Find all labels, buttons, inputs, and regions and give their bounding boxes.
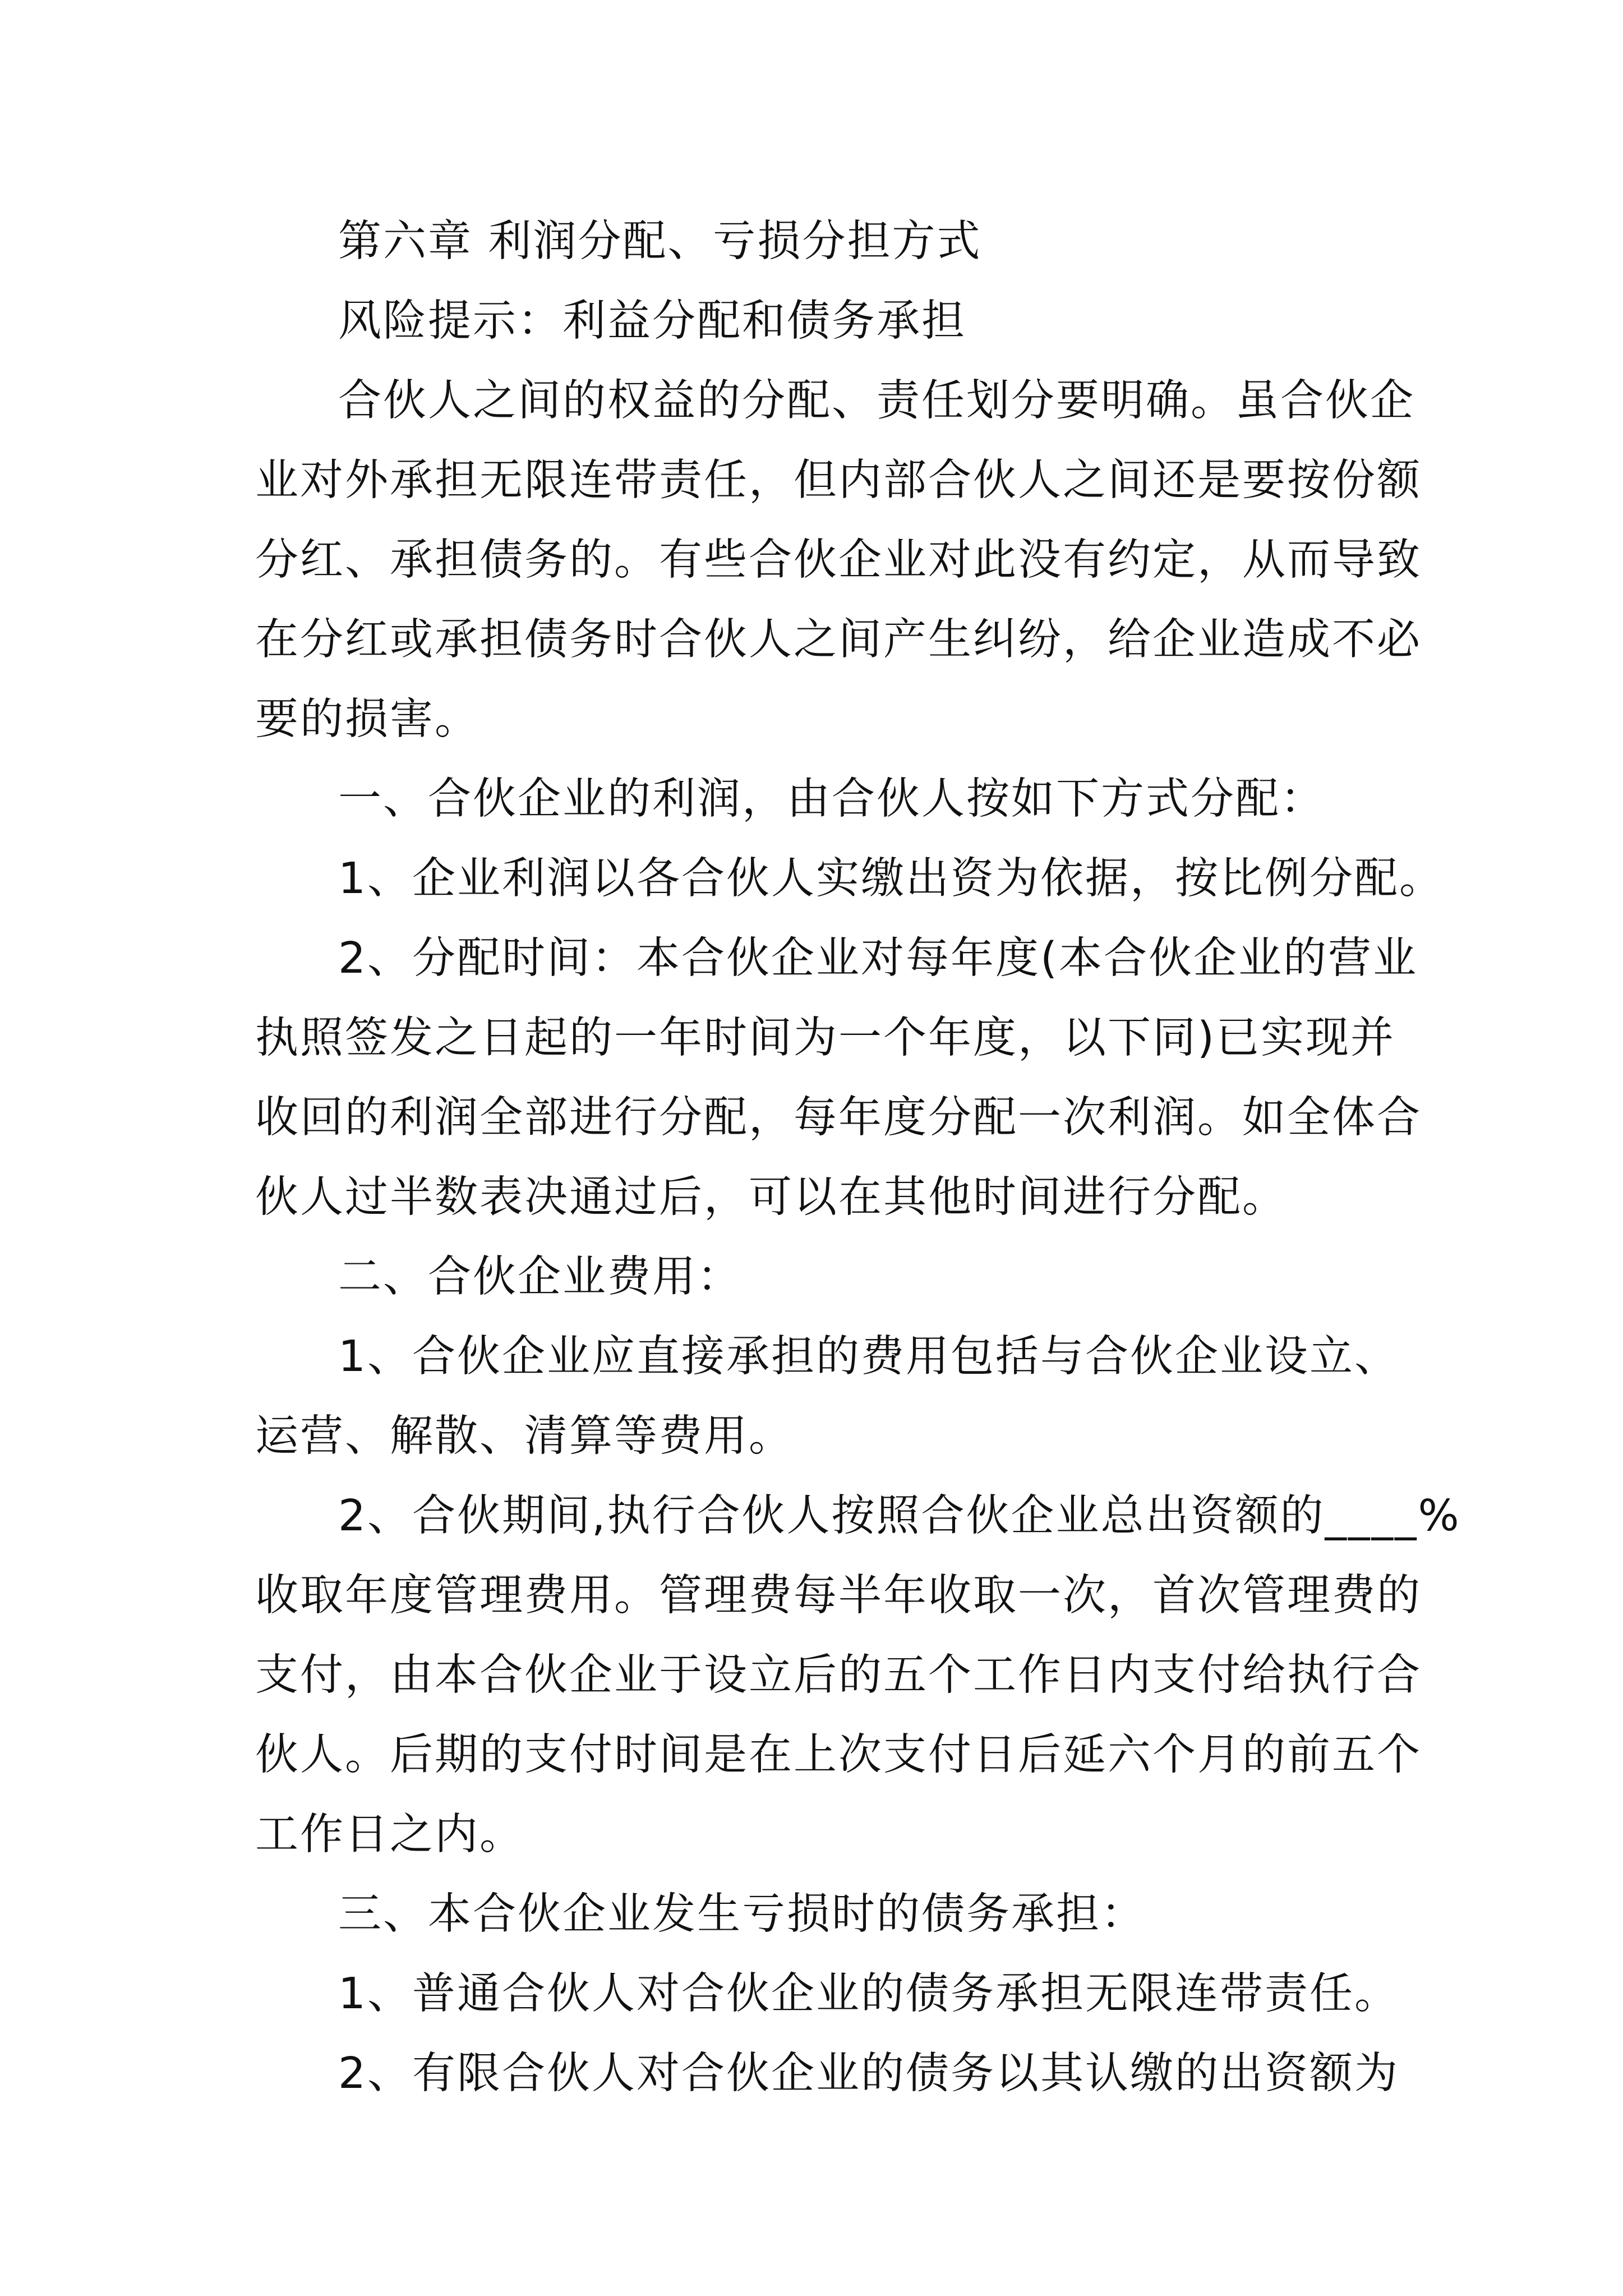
paragraph-line: 合伙人之间的权益的分配、责任划分要明确。虽合伙企 xyxy=(338,376,1415,426)
clause-line: 执照签发之日起的一年时间为一个年度，以下同)已实现并 xyxy=(255,1013,1396,1063)
clause-line: 1、合伙企业应直接承担的费用包括与合伙企业设立、 xyxy=(338,1332,1399,1382)
clause-line: 伙人过半数表决通过后，可以在其他时间进行分配。 xyxy=(255,1172,1287,1222)
paragraph-line: 分红、承担债务的。有些合伙企业对此没有约定，从而导致 xyxy=(255,535,1422,585)
clause-line: 1、企业利润以各合伙人实缴出资为依据，按比例分配。 xyxy=(338,854,1444,904)
section-heading: 一、合伙企业的利润，由合伙人按如下方式分配： xyxy=(338,774,1325,824)
paragraph-line: 要的损害。 xyxy=(255,694,479,744)
section-heading: 二、合伙企业费用： xyxy=(338,1252,742,1302)
paragraph-line: 在分红或承担债务时合伙人之间产生纠纷，给企业造成不必 xyxy=(255,615,1422,665)
clause-line: 1、普通合伙人对合伙企业的债务承担无限连带责任。 xyxy=(338,1969,1399,2019)
clause-line: 工作日之内。 xyxy=(255,1810,524,1860)
clause-line: 2、有限合伙人对合伙企业的债务以其认缴的出资额为 xyxy=(338,2049,1399,2099)
clause-line: 2、分配时间：本合伙企业对每年度(本合伙企业的营业 xyxy=(338,933,1418,983)
paragraph-line: 业对外承担无限连带责任，但内部合伙人之间还是要按份额 xyxy=(255,455,1422,505)
clause-line: 2、合伙期间,执行合伙人按照合伙企业总出资额的____% xyxy=(338,1491,1461,1541)
clause-line: 支付，由本合伙企业于设立后的五个工作日内支付给执行合 xyxy=(255,1650,1422,1700)
clause-line: 伙人。后期的支付时间是在上次支付日后延六个月的前五个 xyxy=(255,1730,1422,1780)
chapter-title: 第六章 利润分配、亏损分担方式 xyxy=(338,217,982,266)
risk-tip-heading: 风险提示：利益分配和债务承担 xyxy=(338,296,966,346)
clause-line: 运营、解散、清算等费用。 xyxy=(255,1411,794,1461)
section-heading: 三、本合伙企业发生亏损时的债务承担： xyxy=(338,1889,1146,1939)
clause-line: 收取年度管理费用。管理费每半年收取一次，首次管理费的 xyxy=(255,1571,1422,1621)
clause-line: 收回的利润全部进行分配，每年度分配一次利润。如全体合 xyxy=(255,1093,1422,1143)
